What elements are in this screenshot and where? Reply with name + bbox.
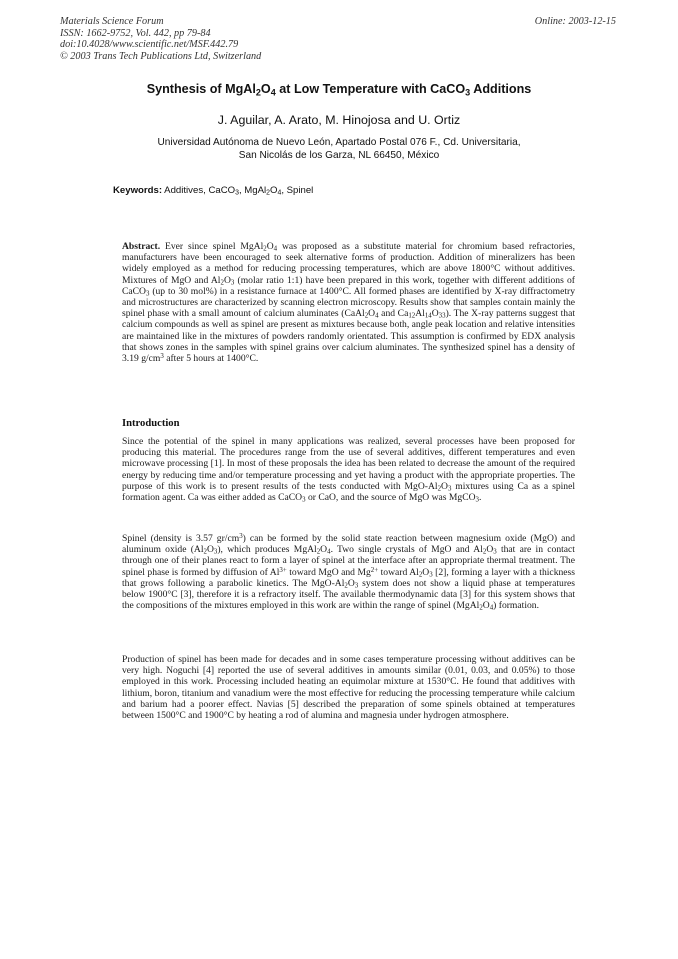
keywords [113,185,313,196]
section-heading-introduction: Introduction [122,418,180,429]
keywords-label: Keywords: [113,185,163,196]
paper-title: Synthesis of $MgAl_2O_4$ at Low Temperature with CaCO$_3$ Additions [146,82,532,98]
doi-link[interactable]: doi:10.4028/www.scientific.net/MSF.442.79 [60,39,239,51]
paragraph: Spinel (density is 3.57 $gr/cm^3$) can be formed by the solid state reaction between magnesium oxide (MgO) and aluminum oxide $(Al_2O_3)$, which produces $MgAl_2O_4$. Two single crystals of MgO and $Al_2O_3$ that are in contact through one of their planes react to form a layer of spinel at the interface after an appropriate thermal treatment. The spinel phase is formed by diffusion of $Al^{3+}$ toward MgO and $Mg^{2+}$ toward $Al_2O_3$ [2], forming a layer with a thickness that grows following a parabolic kinetics. The MgO-$Al_2O_3$ system does not show a liquid phase at temperatures below 1900°C [3], therefore it is a refractory itself. The available thermodynamic data [3] for this system shows that the compositions of the mixtures employed in this work are within the range of spinel $(MgAl_2O_4)$ formation. [122,532,576,612]
abstract-label: Abstract. [122,241,161,252]
author-list: J. Aguilar, A. Arato, M. Hinojosa and U. Ortiz [217,113,461,127]
abstract-text: Ever since spinel $MgAl_2O_4$ was proposed as a substitute material for chromium based refractories, manufacturers have been encouraged to seek alternative forms of production. Addition of mineralizers has been widely employed as a method for reducing processing temperatures, which are above 1800°C without additives. Mixtures of MgO and $Al_2O_3$ (molar ratio 1:1) have been prepared in this work, together with different additions of CaCO$_3$ (up to 30 mol%) in a resistance furnace at 1400°C. All formed phases are identified by X-ray diffractometry and microstructures are characterized by scanning electron microscopy. Results show that samples contain mainly the spinel phase with a small amount of calcium aluminates ($CaAl_2O_4$ and $Ca_{12}Al_{14}O_{33}$). The X-ray patterns suggest that calcium compounds as well as spinel are present as mixtures because both, angle peak location and relative intensities are maintained like in the mixtures of powders randomly orientated. This assumption is confirmed by EDX analysis that shows zones in the samples with spinel grains over calcium aluminates. The synthesized spinel has a density of 3.19 $g/cm^3$ after 5 hours at 1400°C. [122,241,575,365]
abstract [122,241,575,364]
copyright-line: © 2003 Trans Tech Publications Ltd, Switzerland [60,50,262,62]
affiliation [0,137,678,162]
journal-name: Materials Science Forum [60,16,164,27]
affiliation-line-1: Universidad Autónoma de Nuevo León, Apartado Postal 076 F., Cd. Universitaria, [157,137,521,148]
issn-line: ISSN: 1662-9752, Vol. 442, pp 79-84 [60,27,211,39]
journal-header [60,16,261,62]
keywords-text: Additives, CaCO$_3$, $MgAl_2O_4$, Spinel [162,185,314,197]
paragraph: Production of spinel has been made for decades and in some cases temperature processing without additives can be very high. Noguchi [4] reported the use of several additives in amounts similar (0.01, 0.03, and 0.05%) to those employed in this work. Processing included heating an equimolar mixture at 1530°C. He found that additives with lithium, boron, titanium and vanadium were the most effective for reducing the processing temperature while calcium and barium had a poorer effect. Navias [5] described the preparation of some spinels obtained at temperatures between 1500°C and 1900°C by heating a rod of alumina and magnesia under hydrogen atmosphere. [122,654,575,722]
paragraph: Since the potential of the spinel in many applications was realized, several processes have been proposed for producing this material. The procedures range from the use of several additives, different temperatures and even microwave processing [1]. In most of these proposals the idea has been related to decrease the amount of the required energy by reducing time and/or temperature processing and yet having a product with the appropriate properties. The purpose of this work is to present results of the tests conducted with MgO-$Al_2O_3$ mixtures using Ca as a spinel formation agent. Ca was either added as CaCO$_3$ or CaO, and the source of MgO was MgCO$_3$. [122,436,575,504]
affiliation-line-2: San Nicolás de los Garza, NL 66450, México [238,149,440,161]
online-date: Online: 2003-12-15 [534,16,616,27]
